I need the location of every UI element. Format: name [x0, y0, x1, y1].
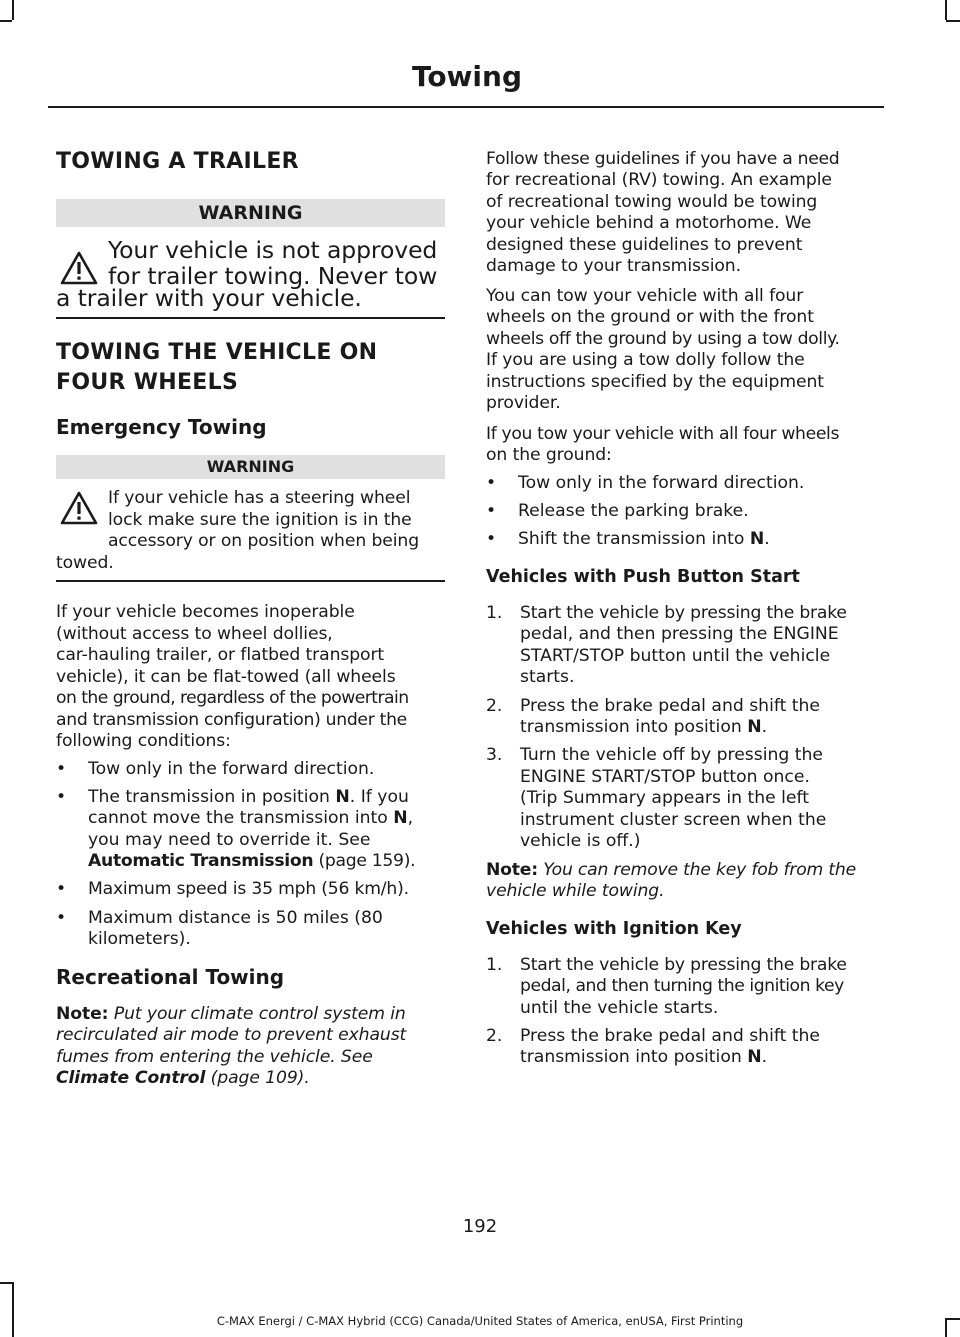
paragraph-line: wheels on the ground or with the front [486, 307, 814, 327]
text-run: Shift the transmission into [518, 529, 750, 549]
bullet-marker: • [56, 759, 67, 779]
list-item-text: kilometers). [88, 929, 191, 949]
position-n: N [749, 529, 765, 549]
text-run: . [764, 529, 770, 549]
position-n: N [747, 1047, 762, 1067]
paragraph-line: and transmission configuration) under the [56, 710, 407, 730]
list-item-text [88, 787, 409, 809]
paragraph-line: vehicle), it can be flat-towed (all wheels [56, 667, 396, 687]
paragraph-line: following conditions: [56, 731, 231, 751]
bullet-marker: • [486, 473, 497, 493]
step-text: Press the brake pedal and shift the [520, 696, 820, 716]
section-heading-four-wheels: FOUR WHEELS [56, 370, 239, 395]
list-item-text [88, 851, 415, 873]
paragraph-line: If you are using a tow dolly follow the [486, 350, 805, 370]
paragraph-line: for recreational (RV) towing. An example [486, 170, 832, 190]
step-text: pedal, and then turning the ignition key [520, 976, 844, 996]
crop-mark [946, 20, 960, 22]
warning-text-line: accessory or on position when being [108, 531, 420, 551]
note-text: Put your climate control system in [108, 1004, 406, 1024]
warning-banner: WARNING [56, 455, 445, 479]
paragraph-line: on the ground, regardless of the powertrain [56, 688, 409, 708]
automatic-transmission-link[interactable]: Automatic Transmission [88, 851, 314, 871]
paragraph-line: (without access to wheel dollies, [56, 624, 333, 644]
warning-text-line: If your vehicle has a steering wheel [108, 488, 411, 508]
subheading-recreational-towing: Recreational Towing [56, 965, 285, 989]
position-n: N [393, 808, 408, 828]
paragraph-line: If you tow your vehicle with all four wheels [486, 424, 840, 444]
list-item-text [88, 808, 413, 830]
warning-text-line: Your vehicle is not approved [108, 236, 438, 264]
subheading-emergency-towing: Emergency Towing [56, 415, 267, 439]
note-line [486, 860, 856, 882]
note-line [56, 1068, 310, 1090]
section-heading-four-wheels: TOWING THE VEHICLE ON [56, 340, 378, 365]
bullet-marker: • [486, 501, 497, 521]
text-run: , [407, 808, 414, 828]
step-text [520, 1047, 767, 1069]
list-item-text: Maximum distance is 50 miles (80 [88, 908, 383, 928]
paragraph-line: on the ground: [486, 445, 612, 465]
list-item-text: Maximum speed is 35 mph (56 km/h). [88, 879, 409, 899]
note-line: recirculated air mode to prevent exhaust [56, 1025, 407, 1045]
paragraph-line: If your vehicle becomes inoperable [56, 602, 355, 622]
paragraph-line: You can tow your vehicle with all four [486, 286, 804, 306]
warning-triangle-icon [60, 491, 98, 525]
paragraph-line: designed these guidelines to prevent [486, 235, 803, 255]
climate-control-link[interactable]: Climate Control [56, 1068, 206, 1088]
step-text: Press the brake pedal and shift the [520, 1026, 820, 1046]
step-text [520, 717, 767, 739]
note-label: Note: [486, 860, 538, 880]
step-text: Turn the vehicle off by pressing the [520, 745, 823, 765]
warning-text-line: towed. [56, 553, 114, 573]
step-number: 2. [486, 1026, 503, 1046]
subheading-push-button-start: Vehicles with Push Button Start [486, 567, 800, 587]
list-item-text [518, 529, 770, 551]
text-run: . If you [349, 787, 409, 807]
text-run: . [761, 1047, 768, 1067]
step-text: pedal, and then pressing the ENGINE [520, 624, 839, 644]
step-number: 1. [486, 955, 503, 975]
note-label: Note: [56, 1004, 109, 1024]
crop-mark [0, 20, 12, 22]
list-item-text: Release the parking brake. [518, 501, 749, 521]
page-number: 192 [462, 1216, 498, 1237]
position-n: N [747, 717, 762, 737]
header-divider [48, 106, 884, 108]
warning-divider [56, 317, 445, 319]
section-heading-towing-trailer: TOWING A TRAILER [56, 149, 299, 174]
step-text: vehicle is off.) [520, 831, 641, 851]
warning-text-line: lock make sure the ignition is in the [108, 510, 412, 530]
note-line: fumes from entering the vehicle. See [56, 1047, 373, 1067]
paragraph-line: provider. [486, 393, 561, 413]
text-run: The transmission in position [88, 787, 336, 807]
crop-mark [0, 1282, 12, 1284]
list-item-text: Tow only in the forward direction. [88, 759, 375, 779]
position-n: N [335, 787, 350, 807]
note-text: You can remove the key fob from the [537, 860, 856, 880]
step-text: (Trip Summary appears in the left [520, 788, 809, 808]
subheading-ignition-key: Vehicles with Ignition Key [486, 919, 742, 939]
text-run: cannot move the transmission into [88, 808, 394, 828]
paragraph-line: Follow these guidelines if you have a need [486, 149, 840, 169]
crop-mark [945, 0, 947, 20]
step-text: until the vehicle starts. [520, 998, 719, 1018]
step-text: ENGINE START/STOP button once. [520, 767, 810, 787]
warning-text-line: for trailer towing. Never tow [108, 262, 438, 290]
bullet-marker: • [56, 908, 67, 928]
step-number: 1. [486, 603, 503, 623]
text-run: transmission into position [520, 717, 748, 737]
bullet-marker: • [486, 529, 497, 549]
step-text: Start the vehicle by pressing the brake [520, 603, 847, 623]
warning-divider [56, 580, 445, 582]
warning-triangle-icon [60, 251, 98, 285]
page-header-title: Towing [411, 60, 522, 93]
page-reference: (page 109). [205, 1068, 310, 1088]
step-text: Start the vehicle by pressing the brake [520, 955, 847, 975]
warning-text-line: a trailer with your vehicle. [56, 284, 362, 312]
crop-mark [12, 0, 14, 20]
footer-text: C-MAX Energi / C-MAX Hybrid (CCG) Canada/United States of America, enUSA, First Printing [216, 1314, 744, 1328]
warning-banner: WARNING [56, 199, 445, 227]
step-text: starts. [520, 667, 575, 687]
bullet-marker: • [56, 787, 67, 807]
list-item-text: Tow only in the forward direction. [518, 473, 805, 493]
crop-mark [12, 1282, 14, 1337]
paragraph-line: wheels off the ground by using a tow dolly. [486, 329, 840, 349]
paragraph-line: damage to your transmission. [486, 256, 741, 276]
paragraph-line: your vehicle behind a motorhome. We [486, 213, 812, 233]
list-item-text: you may need to override it. See [88, 830, 371, 850]
paragraph-line: instructions specified by the equipment [486, 372, 824, 392]
paragraph-line: of recreational towing would be towing [486, 192, 818, 212]
note-line [56, 1004, 406, 1026]
step-number: 2. [486, 696, 503, 716]
text-run: transmission into position [520, 1047, 748, 1067]
note-line: vehicle while towing. [486, 881, 665, 901]
paragraph-line: car-hauling trailer, or flatbed transport [56, 645, 385, 665]
step-text: instrument cluster screen when the [520, 810, 827, 830]
step-number: 3. [486, 745, 503, 765]
text-run: . [761, 717, 768, 737]
step-text: START/STOP button until the vehicle [520, 646, 831, 666]
page-reference: (page 159). [313, 851, 416, 871]
bullet-marker: • [56, 879, 67, 899]
